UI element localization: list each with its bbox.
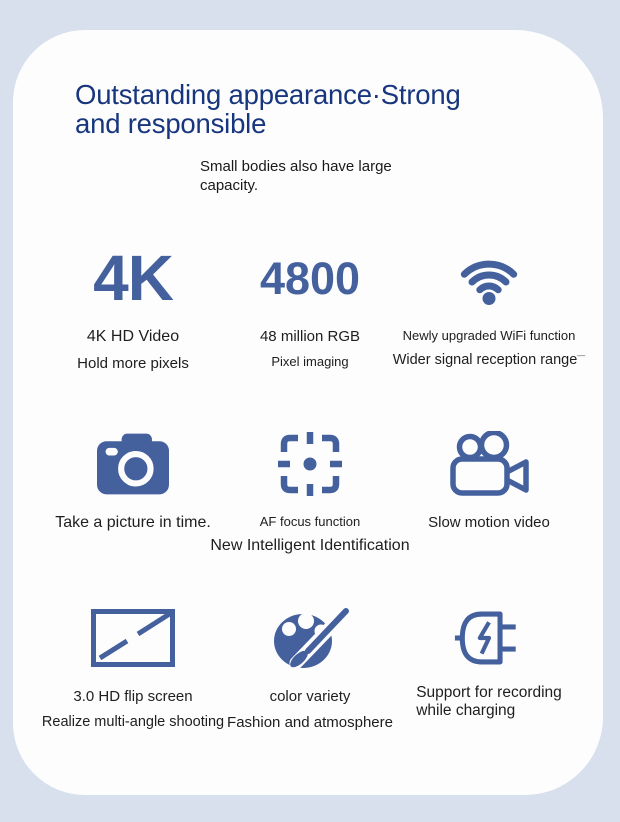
charging-plug-icon [454,607,524,669]
feature-caption-line2: while charging [416,701,516,719]
feature-caption: 3.0 HD flip screen [73,688,193,705]
feature-subcaption [379,351,599,368]
feature-subcaption: Hold more pixels [77,355,189,372]
feature-caption [416,684,562,719]
feature-caption: 48 million RGB [259,328,361,345]
feature-caption: Slow motion video [428,514,550,531]
feature-subcaption: New Intelligent Identification [210,537,410,554]
feature-caption: Take a picture in time. [55,514,211,531]
content-card [13,30,603,795]
feature-subcaption: Pixel imaging [271,354,349,369]
page-title-line2: and responsible [75,108,267,139]
feature-charging-record [379,604,599,720]
stat-4k: 4K [93,242,173,314]
af-focus-icon [277,431,343,497]
feature-caption: color variety [269,688,351,705]
feature-subcaption-text: Wider signal reception range [392,351,578,368]
feature-caption-line1: Support for recording [416,684,562,701]
page-title-line1: Outstanding appearance·Strong [75,79,461,110]
footnote-mark: — [577,351,586,360]
stat-4800: 4800 [259,252,361,304]
page-title [75,80,555,138]
feature-slow-motion [379,428,599,531]
palette-icon [268,605,352,671]
feature-wifi [379,242,599,368]
page-subtitle [200,157,420,195]
feature-caption: AF focus function [259,514,361,529]
video-camera-icon [449,431,529,497]
feature-caption: 4K HD Video [86,328,180,345]
page-subtitle-line1: Small bodies also have large [200,158,392,175]
feature-subcaption: Realize multi-angle shooting [41,714,225,730]
page-subtitle-line2: capacity. [200,177,259,194]
feature-caption: Newly upgraded WiFi function [402,328,576,343]
flip-screen-icon [91,609,175,667]
feature-subcaption: Fashion and atmosphere [227,714,393,731]
camera-icon [97,433,169,495]
wifi-icon [451,247,527,309]
